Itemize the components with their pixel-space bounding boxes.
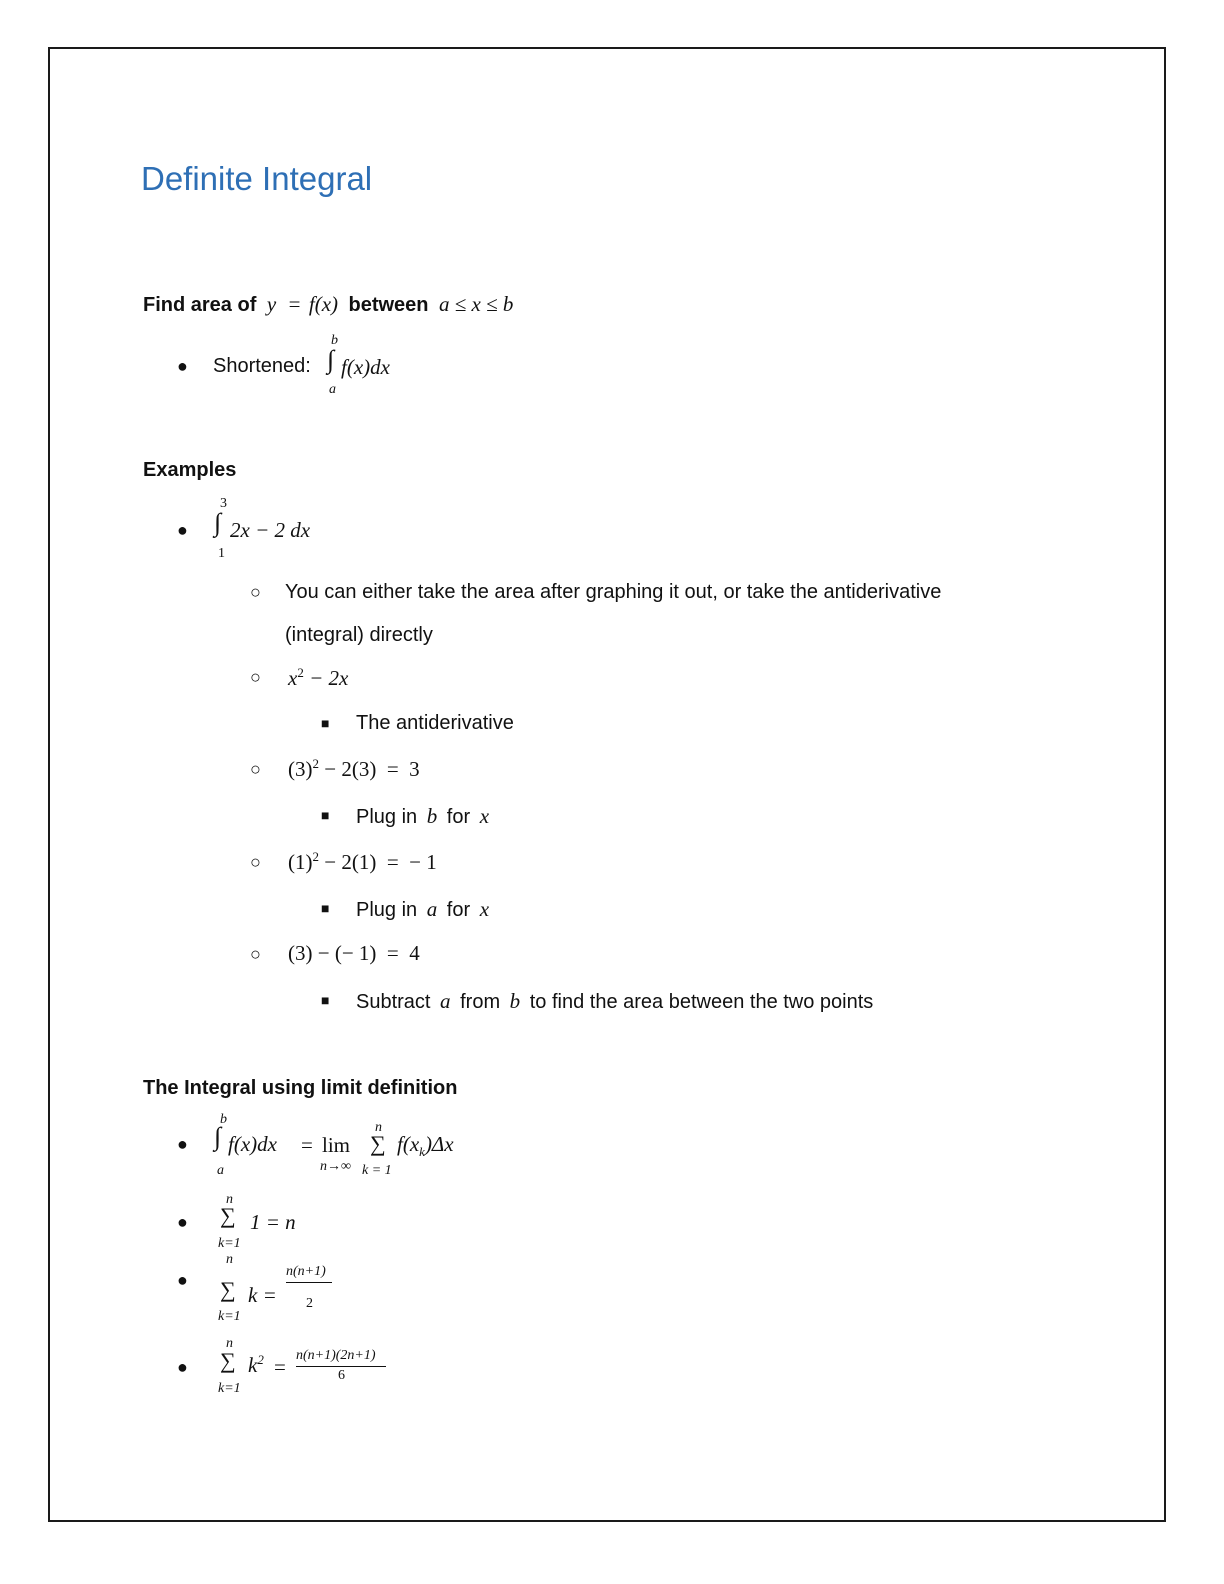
b1-eq: =	[301, 1133, 313, 1157]
step3-rest: − 2(3) = 3	[319, 757, 420, 781]
b1-sum-upper: n	[375, 1120, 382, 1135]
integrand: f(x)dx	[341, 355, 390, 379]
square-bullet-icon: ■	[321, 715, 330, 731]
examples-heading: Examples	[143, 459, 237, 481]
integral-upper-limit: b	[331, 333, 338, 348]
b1-lim: lim	[322, 1133, 351, 1157]
circle-bullet-icon: ○	[250, 582, 261, 602]
integral-upper-limit: b	[220, 1112, 227, 1127]
bullet-icon: ●	[177, 1134, 188, 1154]
step3-note-mid: for	[446, 806, 471, 828]
step3-sup: 2	[312, 756, 319, 771]
step3-note-prefix: Plug in	[356, 806, 418, 828]
step5-note-suffix: to find the area between the two points	[529, 991, 874, 1013]
step4-expr	[288, 849, 437, 875]
step5-note-b: b	[509, 989, 521, 1013]
circle-bullet-icon: ○	[250, 667, 261, 687]
sigma-sign: ∑	[370, 1131, 386, 1156]
integral-sign: ∫	[214, 508, 222, 537]
bullet-icon: ●	[177, 356, 188, 376]
b4-numerator: n(n+1)(2n+1)	[296, 1348, 376, 1363]
var-y: y	[266, 292, 277, 316]
b3-numerator: n(n+1)	[286, 1264, 326, 1279]
integral-lower-limit: 1	[218, 546, 225, 561]
step4-note	[356, 897, 489, 922]
b2-sum-lower: k=1	[218, 1236, 241, 1251]
sigma-sign: ∑	[220, 1348, 236, 1373]
square-bullet-icon: ■	[321, 992, 330, 1008]
square-bullet-icon: ■	[321, 807, 330, 823]
b4-sum-upper: n	[226, 1336, 233, 1351]
step1-text-line1: You can either take the area after graphing it out, or take the antiderivative	[285, 581, 942, 603]
step2-x: x	[288, 666, 298, 690]
b1-term-sub: k	[419, 1144, 425, 1160]
b1-term-start: f(x	[397, 1132, 420, 1156]
heading-prefix: Find area of	[143, 294, 257, 316]
circle-bullet-icon: ○	[250, 852, 261, 872]
fraction-line	[286, 1282, 332, 1283]
integral-sign: ∫	[214, 1122, 222, 1151]
b3-denominator: 2	[306, 1296, 313, 1311]
circle-bullet-icon: ○	[250, 944, 261, 964]
square-bullet-icon: ■	[321, 900, 330, 916]
integral-lower-limit: a	[329, 382, 336, 397]
b3-sum-lower: k=1	[218, 1309, 241, 1324]
b1-integrand: f(x)dx	[228, 1132, 277, 1156]
eq-sign: =	[288, 292, 301, 316]
b2-sum-upper: n	[226, 1192, 233, 1207]
limit-definition-heading: The Integral using limit definition	[143, 1077, 458, 1099]
fx-expr: f(x)	[308, 292, 339, 316]
bullet-icon: ●	[177, 1270, 188, 1290]
step4-note-var: a	[426, 897, 438, 921]
integral-upper-limit: 3	[220, 496, 227, 511]
step4-a: (1)	[288, 850, 313, 874]
step4-note-mid: for	[446, 899, 471, 921]
section1-heading	[143, 292, 513, 317]
step5-note	[356, 989, 873, 1014]
b4-eq: =	[274, 1355, 286, 1379]
b4-k	[248, 1352, 264, 1378]
step5-expr: (3) − (− 1) = 4	[288, 941, 420, 965]
bullet-icon: ●	[177, 520, 188, 540]
step5-note-from: from	[460, 991, 501, 1013]
integral-lower-limit: a	[217, 1163, 224, 1178]
b4-k-var: k	[248, 1353, 258, 1377]
heading-middle: between	[348, 294, 429, 316]
step4-sup: 2	[312, 849, 319, 864]
b3-expr: k =	[248, 1283, 277, 1307]
step5-note-prefix: Subtract	[356, 991, 431, 1013]
step1-text-line2: (integral) directly	[285, 624, 433, 646]
example-integrand: 2x − 2 dx	[230, 518, 311, 542]
step4-note-x: x	[479, 897, 490, 921]
bullet-icon: ●	[177, 1212, 188, 1232]
step2-note: The antiderivative	[356, 712, 514, 734]
fraction-line	[296, 1366, 386, 1367]
step5-note-a: a	[440, 989, 451, 1013]
range-expr: a ≤ x ≤ b	[438, 292, 514, 316]
step2-expr	[288, 665, 348, 691]
circle-bullet-icon: ○	[250, 759, 261, 779]
b1-lim-sub: n→∞	[320, 1159, 351, 1174]
page-border	[48, 47, 1166, 1522]
shortened-label: Shortened:	[213, 355, 311, 377]
step3-note	[356, 804, 489, 829]
b1-term	[397, 1132, 454, 1160]
step4-rest: − 2(1) = − 1	[319, 850, 437, 874]
b1-sum-lower: k = 1	[362, 1163, 392, 1178]
step3-expr	[288, 756, 420, 782]
b4-sum-lower: k=1	[218, 1381, 241, 1396]
b1-term-end: )Δx	[424, 1132, 454, 1156]
integral-sign: ∫	[327, 345, 335, 374]
step2-rest: − 2x	[303, 666, 349, 690]
sigma-sign: ∑	[220, 1277, 236, 1302]
step3-note-var: b	[426, 804, 438, 828]
b2-expr: 1 = n	[250, 1210, 296, 1234]
step4-note-prefix: Plug in	[356, 899, 418, 921]
b3-sum-upper: n	[226, 1252, 233, 1267]
b4-denominator: 6	[338, 1368, 345, 1383]
step3-note-x: x	[479, 804, 490, 828]
document-title: Definite Integral	[141, 160, 373, 197]
step2-sup: 2	[297, 665, 304, 680]
step3-a: (3)	[288, 757, 313, 781]
bullet-icon: ●	[177, 1357, 188, 1377]
b4-sup: 2	[257, 1352, 264, 1367]
sigma-sign: ∑	[220, 1203, 236, 1228]
